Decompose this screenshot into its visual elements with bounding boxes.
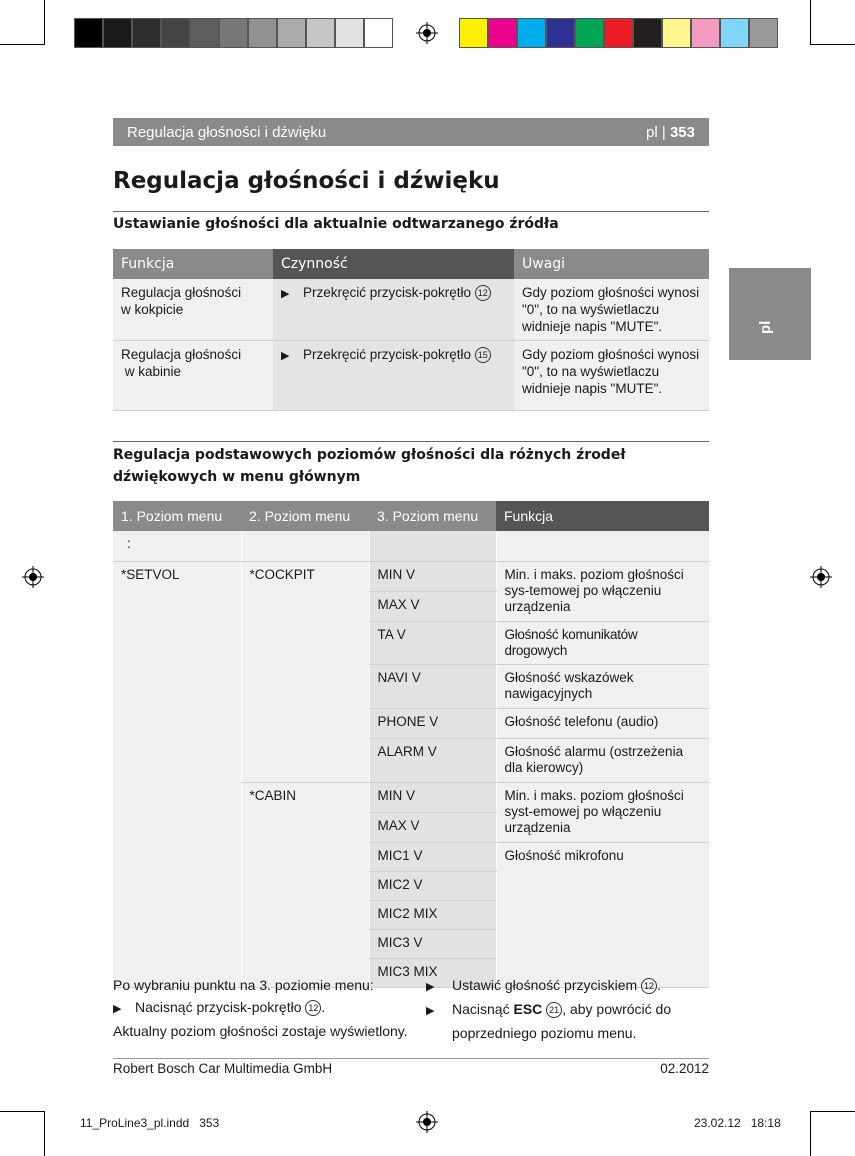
crop-mark [44, 1111, 45, 1156]
color-swatch [691, 18, 720, 48]
header-section-title: Regulacja głośności i dźwięku [127, 123, 327, 141]
arrow-icon: ▶ [426, 981, 435, 993]
table-cell: MIC3 MIX [369, 958, 496, 987]
color-swatch [459, 18, 488, 48]
arrow-icon: ▶ [426, 1005, 435, 1017]
color-swatch [161, 18, 190, 48]
table-cell [369, 531, 496, 561]
col-header: Czynność [273, 249, 514, 279]
table-cell: ALARM V [369, 738, 496, 782]
table-cell: NAVI V [369, 664, 496, 708]
color-swatch [517, 18, 546, 48]
page-title: Regulacja głośności i dźwięku [113, 168, 500, 194]
footer-divider [113, 1058, 709, 1059]
col-header: 3. Poziom menu [369, 501, 496, 531]
ref-badge: 12 [475, 285, 491, 301]
color-swatch [335, 18, 364, 48]
table-cell: Głośność alarmu (ostrzeżenia dla kierowcy) [496, 738, 709, 782]
table-cell: ▶ Przekręcić przycisk-pokrętło 12 [273, 279, 514, 341]
registration-mark-icon [22, 566, 44, 588]
running-header [113, 118, 709, 146]
crop-mark [810, 1111, 855, 1112]
arrow-icon: ▶ [113, 1003, 122, 1015]
table-cell [496, 531, 709, 561]
table-cell: *COCKPIT [241, 561, 369, 782]
table-cell: Min. i maks. poziom głośności syst-emowej po włączeniu urządzenia [496, 782, 709, 842]
color-swatch [488, 18, 517, 48]
crop-mark [810, 1111, 811, 1156]
section1-heading: Ustawianie głośności dla aktualnie odtwarzanego źródła [113, 216, 559, 232]
table-cell: MIC1 V [369, 842, 496, 871]
table-cell: PHONE V [369, 708, 496, 738]
arrow-icon: ▶ [281, 288, 290, 300]
table-row [113, 279, 709, 341]
table-cell: MIN V [369, 782, 496, 812]
color-swatch [575, 18, 604, 48]
table-row [113, 341, 709, 411]
registration-mark-icon [416, 22, 438, 44]
slug-file: 11_ProLine3_pl.indd 353 [80, 1116, 220, 1130]
table-cell: ▶ Przekręcić przycisk-pokrętło 15 [273, 341, 514, 411]
col-header: 1. Poziom menu [113, 501, 241, 531]
table-cell: Głośność komunikatów drogowych [496, 621, 709, 664]
col-header: Uwagi [514, 249, 709, 279]
col-header: Funkcja [496, 501, 709, 531]
color-swatch [190, 18, 219, 48]
table-cell: MIC2 V [369, 871, 496, 900]
registration-mark-icon [810, 566, 832, 588]
menu-levels-table [113, 501, 709, 988]
gray-swatch-bar [74, 18, 393, 48]
color-swatch [132, 18, 161, 48]
color-swatch [248, 18, 277, 48]
header-page-number: pl | 353 [646, 123, 695, 141]
crop-mark [44, 0, 45, 45]
ref-badge: 15 [475, 347, 491, 363]
table-cell: MIN V [369, 561, 496, 591]
table-cell: Głośność telefonu (audio) [496, 708, 709, 738]
ref-badge: 21 [546, 1002, 562, 1018]
divider [113, 441, 709, 442]
table-cell: *CABIN [241, 782, 369, 987]
slug-timestamp: 23.02.12 18:18 [694, 1116, 781, 1130]
table-cell: Min. i maks. poziom głośności sys-temowej po włączeniu urządzenia [496, 561, 709, 621]
color-swatch [219, 18, 248, 48]
registration-mark-icon [416, 1111, 438, 1133]
table-row [113, 531, 709, 561]
volume-table [113, 249, 709, 411]
table-cell: Głośność mikrofonu [496, 842, 709, 987]
table-cell: MIC3 V [369, 929, 496, 958]
color-swatch [74, 18, 103, 48]
table-cell [241, 531, 369, 561]
publication-date: 02.2012 [660, 1061, 709, 1076]
table-cell: MIC2 MIX [369, 900, 496, 929]
color-swatch [546, 18, 575, 48]
color-swatch [720, 18, 749, 48]
company-name: Robert Bosch Car Multimedia GmbH [113, 1061, 333, 1076]
crop-mark [810, 44, 855, 45]
table-cell: Regulacja głośności w kabinie [113, 341, 273, 411]
table-cell: : [113, 531, 241, 561]
table-row [113, 561, 709, 591]
color-swatch [662, 18, 691, 48]
color-swatch [633, 18, 662, 48]
table-cell: MAX V [369, 591, 496, 621]
table-cell: *SETVOL [113, 561, 241, 987]
language-side-tab: pl [729, 268, 811, 360]
col-header: 2. Poziom menu [241, 501, 369, 531]
table-cell: TA V [369, 621, 496, 664]
table-cell: MAX V [369, 812, 496, 842]
color-swatch [749, 18, 778, 48]
color-swatch-bar [459, 18, 778, 48]
table-cell: Regulacja głośności w kokpicie [113, 279, 273, 341]
crop-mark [0, 1111, 45, 1112]
ref-badge: 12 [641, 978, 657, 994]
divider [113, 211, 709, 212]
table-cell: Głośność wskazówek nawigacyjnych [496, 664, 709, 708]
table-cell: Gdy poziom głośności wynosi "0", to na wyświetlaczu widnieje napis "MUTE". [514, 341, 709, 411]
color-swatch [277, 18, 306, 48]
ref-badge: 12 [305, 1000, 321, 1016]
color-swatch [364, 18, 393, 48]
crop-mark [810, 0, 811, 45]
section2-heading: Regulacja podstawowych poziomów głośności dla różnych źrodeł dźwiękowych w menu głównym [113, 447, 626, 485]
crop-mark [0, 44, 45, 45]
instructions-right: ▶ Ustawić głośność przyciskiem 12 . ▶ Nacisnąć ESC 21 , aby powrócić do poprzedniego poziomu menu. [426, 977, 672, 1041]
color-swatch [103, 18, 132, 48]
col-header: Funkcja [113, 249, 273, 279]
table-cell: Gdy poziom głośności wynosi "0", to na wyświetlaczu widnieje napis "MUTE". [514, 279, 709, 341]
color-swatch [604, 18, 633, 48]
color-swatch [306, 18, 335, 48]
instructions-left: Po wybraniu punktu na 3. poziomie menu: ▶ Nacisnąć przycisk-pokrętło 12 . Aktualny poziom głośności zostaje wyświetlony. [113, 977, 408, 1039]
arrow-icon: ▶ [281, 350, 290, 362]
